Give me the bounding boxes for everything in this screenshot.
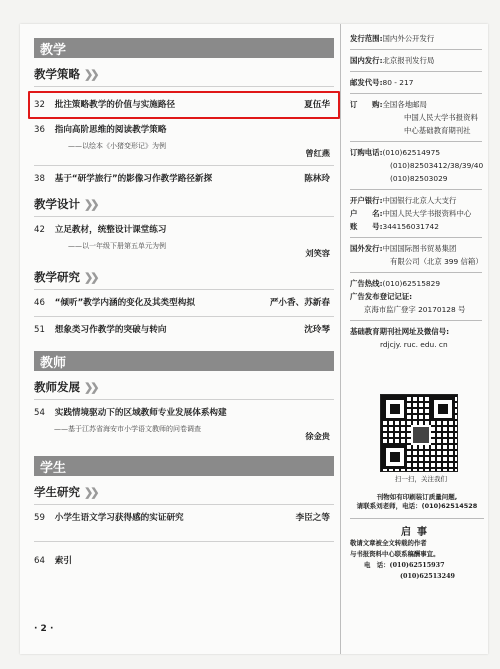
notice-text: 刊物如有印刷装订质量问题, [376,493,458,501]
info-value: (010)62514975 [382,148,441,157]
entry-subtitle: ——以绘本《小猪变形记》为例 [68,142,166,150]
publication-info [350,32,482,351]
info-key: 邮发代号: [350,78,383,87]
page-ref: 38 [34,174,45,184]
entry-title: 想象类习作教学的突破与转向 [54,325,167,335]
toc-entry[interactable] [34,170,334,188]
qr-block [380,394,462,483]
info-value: 中国国际图书贸易集团 [382,244,457,253]
page-ref: 59 [34,513,45,523]
divider [34,316,334,317]
info-key: 国外发行: [350,244,383,253]
announcement-line: 敬请文章被全文转载的作者 [350,539,427,547]
section-title: 教师 [40,356,67,371]
divider [350,189,482,190]
subhead-label: 教学设计 [34,197,80,211]
subhead-label: 教学研究 [34,270,80,284]
info-key: 国内发行: [350,56,383,65]
page-ref: 46 [34,298,45,308]
info-key: 基础教育期刊社网址及微信号: [350,327,450,336]
entry-author: 陈林玲 [304,174,330,184]
toc-entry[interactable] [34,321,334,339]
toc-entry[interactable] [34,404,334,444]
section-bar-teaching [34,38,334,58]
divider [34,399,334,400]
info-key: 广告热线: [350,279,383,288]
section-bar-student [34,456,334,476]
divider [350,49,482,50]
chevron-icon: ❯❯ [84,67,97,81]
page-ref: 42 [34,225,45,235]
entry-author: 严小香、苏新春 [269,298,330,308]
section-bar-teacher [34,351,334,371]
divider [350,93,482,94]
entry-author: 曾红燕 [305,148,330,158]
page-ref: 36 [34,125,45,135]
section-title: 教学 [40,43,67,58]
info-value: 中心基础教育期刊社 [404,126,471,135]
info-value: 国内外公开发行 [382,34,435,43]
subhead-research [34,269,334,285]
entry-title: 指向高阶思维的阅读教学策略 [54,125,167,135]
toc-entry[interactable] [34,121,334,161]
entry-title: 基于“研学旅行”的影像习作教学路径新探 [54,174,213,184]
info-value: 中国人民大学书报资料 [404,113,478,122]
page-ref: 54 [34,408,45,418]
qr-caption: 扫一扫，关注我们 [395,475,447,483]
info-key: 发行范围: [350,34,383,43]
qr-finder [431,397,455,421]
info-value: (010)62515829 [382,279,441,288]
page-ref: 51 [34,325,45,335]
entry-title: 立足教材，统整设计课堂练习 [54,225,167,235]
chevron-icon: ❯❯ [84,270,97,284]
entry-author: 夏伍华 [304,100,330,110]
divider [34,165,334,166]
toc-column [34,34,334,570]
website-url[interactable]: rdjcjy. ruc. edu. cn [380,340,448,349]
qr-finder [383,397,407,421]
toc-entry[interactable] [34,509,334,527]
notice-text: 请联系刘老师，电话：(010)62514528 [356,502,478,510]
divider [34,504,334,505]
info-key: 订购电话: [350,148,383,157]
entry-title: 索引 [54,556,72,566]
info-value: 中国银行北京人大支行 [382,196,457,205]
document-page [20,24,488,654]
divider [350,272,482,273]
divider [34,216,334,217]
divider [34,289,334,290]
entry-title: 实践情境驱动下的区域教师专业发展体系构建 [54,408,227,418]
divider [350,518,484,519]
column-divider [340,24,341,654]
entry-subtitle: ——基于江苏省海安市小学语文教师的问卷调查 [54,425,201,433]
section-title: 学生 [40,461,67,476]
divider [350,141,482,142]
page-ref: 64 [34,556,45,566]
qr-finder [383,445,407,469]
divider [350,320,482,321]
entry-subtitle: ——以一年级下册第五单元为例 [68,242,166,250]
highlight-box [28,91,340,119]
page-number: · 2 · [34,624,54,634]
info-value: 北京报刊发行局 [382,56,435,65]
entry-title: 批注策略教学的价值与实施路径 [54,100,176,110]
toc-entry[interactable] [34,294,334,312]
announcement-line: (010)62513249 [400,572,455,580]
info-key: 户 名: [350,209,383,218]
announcement-body [350,538,484,582]
announcement-title: 启事 [401,527,433,538]
qr-code-icon[interactable] [380,394,458,472]
entry-title: 小学生语文学习获得感的实证研究 [54,513,184,523]
subhead-label: 教学策略 [34,67,80,81]
subhead-design [34,196,334,212]
info-value: 344156031742 [382,222,439,231]
chevron-icon: ❯❯ [84,380,97,394]
info-value: 全国各地邮局 [382,100,427,109]
subhead-dev [34,379,334,395]
info-key: 账 号: [350,222,383,231]
subhead-label: 学生研究 [34,485,80,499]
qr-logo [411,425,431,445]
entry-author: 沈玲琴 [304,325,330,335]
info-value: (010)82503412/38/39/40 [390,161,484,170]
print-notice [350,492,484,582]
divider [34,541,334,542]
divider [34,86,334,87]
announcement-line: 与书报资料中心联系稿酬事宜。 [350,550,440,558]
info-value: 80 - 217 [382,78,414,87]
subhead-label: 教师发展 [34,380,80,394]
entry-author: 徐金贵 [305,431,330,441]
toc-entry[interactable] [34,96,334,114]
chevron-icon: ❯❯ [84,197,97,211]
info-key: 广告发布登记记证: [350,292,413,301]
entry-author: 刘笑容 [305,248,330,258]
info-key: 订 购: [350,100,383,109]
chevron-icon: ❯❯ [84,485,97,499]
divider [350,71,482,72]
entry-title: “倾听”教学内涵的变化及其类型构拟 [54,298,195,308]
toc-entry[interactable] [34,221,334,261]
subhead-strategy [34,66,334,82]
info-value: 有限公司（北京 399 信箱） [390,257,483,266]
toc-entry[interactable] [34,552,334,570]
info-value: 中国人民大学书报资料中心 [382,209,472,218]
info-value: 京海市监广登字 20170128 号 [364,305,466,314]
announcement-line: 电 话：(010)62515937 [364,561,445,569]
info-key: 开户银行: [350,196,383,205]
divider [350,237,482,238]
info-value: (010)82503029 [390,174,448,183]
entry-author: 李臣之等 [295,513,330,523]
subhead-study [34,484,334,500]
page-ref: 32 [34,100,45,110]
